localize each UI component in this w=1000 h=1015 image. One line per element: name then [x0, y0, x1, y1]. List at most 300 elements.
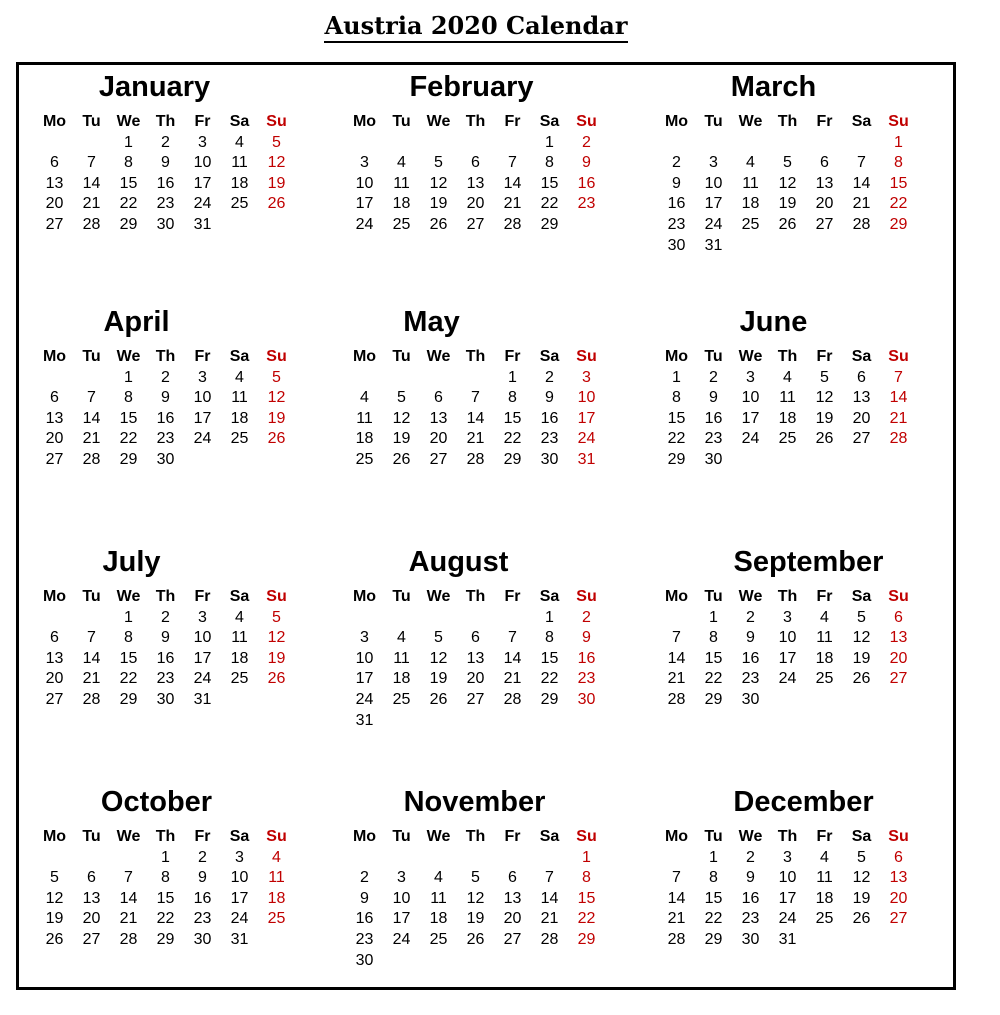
day-cell: 27	[429, 450, 448, 468]
day-cell: 10	[778, 629, 797, 647]
weekday-header: Sa	[539, 828, 560, 845]
day-cell: 4	[235, 608, 244, 626]
day-cell: 8	[124, 154, 133, 172]
month-august	[346, 545, 616, 775]
empty-cell	[457, 848, 494, 869]
day-cell: 26	[267, 195, 286, 213]
day-cell: 6	[894, 848, 903, 866]
day-cell: 25	[392, 690, 411, 708]
day-cell: 24	[704, 215, 723, 233]
weekday-header: We	[426, 828, 451, 845]
day-cell: 7	[545, 869, 554, 887]
day-cell: 29	[119, 215, 138, 233]
day-cell: 25	[230, 195, 249, 213]
day-cell: 16	[577, 649, 596, 667]
month-april	[36, 305, 306, 535]
day-cell: 17	[778, 889, 797, 907]
weekday-header: We	[738, 828, 763, 845]
day-cell: 16	[667, 195, 686, 213]
month-grid	[346, 347, 605, 471]
weekday-header: Sa	[539, 348, 560, 365]
day-cell: 1	[545, 608, 554, 626]
day-cell: 25	[815, 910, 834, 928]
day-cell: 9	[746, 629, 755, 647]
weekday-header: We	[426, 588, 451, 605]
month-name: February	[409, 71, 534, 103]
month-name: September	[733, 546, 884, 578]
day-cell: 8	[894, 154, 903, 172]
day-cell: 11	[430, 889, 447, 907]
weekday-header: Sa	[229, 348, 250, 365]
day-cell: 19	[45, 910, 64, 928]
day-cell: 15	[540, 174, 559, 192]
day-cell: 16	[704, 409, 723, 427]
weekday-header: Fr	[816, 588, 833, 605]
day-cell: 8	[709, 629, 718, 647]
day-cell: 1	[545, 133, 554, 151]
day-cell: 8	[545, 629, 554, 647]
day-cell: 8	[672, 389, 681, 407]
day-cell: 10	[193, 629, 212, 647]
day-cell: 18	[355, 430, 374, 448]
day-cell: 15	[704, 889, 723, 907]
day-cell: 23	[156, 670, 175, 688]
day-cell: 10	[778, 869, 797, 887]
day-cell: 12	[429, 649, 448, 667]
day-cell: 2	[582, 608, 591, 626]
day-cell: 22	[704, 670, 723, 688]
page-title	[0, 10, 952, 42]
day-cell: 23	[704, 430, 723, 448]
day-cell: 25	[392, 215, 411, 233]
day-cell: 24	[778, 670, 797, 688]
day-cell: 12	[392, 409, 411, 427]
day-cell: 14	[82, 174, 101, 192]
day-cell: 12	[778, 174, 797, 192]
weekday-header: Th	[465, 828, 486, 845]
day-cell: 10	[704, 174, 723, 192]
empty-cell	[73, 848, 110, 869]
day-cell: 18	[778, 409, 797, 427]
day-cell: 19	[267, 409, 286, 427]
weekday-header: Fr	[504, 828, 521, 845]
day-cell: 26	[45, 930, 64, 948]
day-cell: 2	[360, 869, 369, 887]
day-cell: 23	[667, 215, 686, 233]
day-cell: 18	[392, 195, 411, 213]
day-cell: 2	[161, 133, 170, 151]
empty-cell	[658, 133, 695, 154]
day-cell: 16	[156, 649, 175, 667]
weekday-header: Th	[155, 828, 176, 845]
empty-cell	[36, 368, 73, 389]
day-cell: 22	[540, 670, 559, 688]
day-cell: 20	[82, 910, 101, 928]
empty-cell	[457, 133, 494, 154]
weekday-header: Mo	[42, 348, 67, 365]
day-cell: 26	[852, 670, 871, 688]
empty-cell	[110, 848, 147, 869]
day-cell: 7	[672, 869, 681, 887]
weekday-header: Tu	[704, 588, 723, 605]
day-cell: 17	[577, 409, 596, 427]
empty-cell	[494, 608, 531, 629]
day-cell: 9	[545, 389, 554, 407]
day-cell: 3	[746, 368, 755, 386]
month-march	[658, 70, 928, 300]
weekday-header: Sa	[851, 348, 872, 365]
day-cell: 17	[704, 195, 723, 213]
empty-cell	[420, 848, 457, 869]
day-cell: 27	[45, 215, 64, 233]
day-cell: 28	[503, 690, 522, 708]
month-name: July	[102, 546, 161, 578]
weekday-header: We	[426, 348, 451, 365]
day-cell: 1	[894, 133, 903, 151]
day-cell: 26	[815, 430, 834, 448]
day-cell: 3	[235, 848, 244, 866]
day-cell: 17	[193, 174, 212, 192]
weekday-header: Su	[266, 113, 287, 130]
day-cell: 3	[783, 608, 792, 626]
day-cell: 20	[466, 195, 485, 213]
day-cell: 19	[429, 670, 448, 688]
day-cell: 12	[267, 154, 286, 172]
day-cell: 4	[820, 848, 829, 866]
weekday-header: We	[116, 588, 141, 605]
month-october	[36, 785, 306, 1015]
day-cell: 1	[508, 368, 517, 386]
day-cell: 11	[356, 409, 373, 427]
day-cell: 29	[577, 930, 596, 948]
day-cell: 23	[540, 430, 559, 448]
day-cell: 18	[267, 889, 286, 907]
day-cell: 2	[545, 368, 554, 386]
day-cell: 25	[778, 430, 797, 448]
day-cell: 5	[397, 389, 406, 407]
day-cell: 30	[577, 690, 596, 708]
day-cell: 20	[45, 670, 64, 688]
day-cell: 15	[503, 409, 522, 427]
day-cell: 4	[397, 154, 406, 172]
weekday-header: Sa	[851, 113, 872, 130]
month-grid	[658, 112, 917, 256]
day-cell: 13	[429, 409, 448, 427]
day-cell: 21	[667, 910, 686, 928]
day-cell: 12	[267, 629, 286, 647]
day-cell: 2	[672, 154, 681, 172]
weekday-header: Su	[266, 348, 287, 365]
day-cell: 15	[889, 174, 908, 192]
day-cell: 23	[577, 670, 596, 688]
empty-cell	[36, 608, 73, 629]
empty-cell	[420, 608, 457, 629]
day-cell: 14	[667, 889, 686, 907]
day-cell: 23	[193, 910, 212, 928]
day-cell: 4	[235, 133, 244, 151]
weekday-header: Su	[888, 348, 909, 365]
day-cell: 28	[667, 930, 686, 948]
day-cell: 29	[704, 930, 723, 948]
month-june	[658, 305, 928, 535]
day-cell: 18	[815, 889, 834, 907]
day-cell: 26	[778, 215, 797, 233]
empty-cell	[732, 133, 769, 154]
day-cell: 6	[471, 629, 480, 647]
weekday-header: Tu	[392, 828, 411, 845]
weekday-header: Fr	[194, 828, 211, 845]
day-cell: 20	[889, 649, 908, 667]
weekday-header: We	[426, 113, 451, 130]
day-cell: 5	[272, 368, 281, 386]
month-name: August	[408, 546, 509, 578]
day-cell: 30	[704, 450, 723, 468]
day-cell: 8	[582, 869, 591, 887]
day-cell: 22	[889, 195, 908, 213]
day-cell: 26	[392, 450, 411, 468]
month-may	[346, 305, 616, 535]
day-cell: 23	[355, 930, 374, 948]
empty-cell	[531, 848, 568, 869]
day-cell: 4	[272, 848, 281, 866]
empty-cell	[658, 608, 695, 629]
day-cell: 6	[50, 154, 59, 172]
day-cell: 30	[355, 951, 374, 969]
day-cell: 11	[268, 869, 285, 887]
day-cell: 14	[540, 889, 559, 907]
day-cell: 25	[355, 450, 374, 468]
day-cell: 29	[503, 450, 522, 468]
empty-cell	[73, 133, 110, 154]
day-cell: 18	[741, 195, 760, 213]
day-cell: 2	[161, 608, 170, 626]
day-cell: 5	[783, 154, 792, 172]
day-cell: 1	[124, 133, 133, 151]
day-cell: 11	[231, 389, 248, 407]
month-grid	[658, 587, 917, 711]
day-cell: 15	[704, 649, 723, 667]
weekday-header: Th	[777, 348, 798, 365]
day-cell: 6	[87, 869, 96, 887]
day-cell: 24	[392, 930, 411, 948]
weekday-header: Th	[777, 113, 798, 130]
weekday-header: Mo	[664, 348, 689, 365]
day-cell: 25	[267, 910, 286, 928]
weekday-header: We	[116, 348, 141, 365]
day-cell: 14	[119, 889, 138, 907]
day-cell: 14	[503, 174, 522, 192]
weekday-header: Tu	[704, 113, 723, 130]
empty-cell	[346, 608, 383, 629]
day-cell: 27	[889, 910, 908, 928]
day-cell: 6	[50, 629, 59, 647]
weekday-header: Tu	[392, 113, 411, 130]
day-cell: 27	[466, 215, 485, 233]
day-cell: 24	[741, 430, 760, 448]
day-cell: 27	[45, 690, 64, 708]
empty-cell	[658, 848, 695, 869]
day-cell: 6	[894, 608, 903, 626]
day-cell: 12	[815, 389, 834, 407]
empty-cell	[420, 133, 457, 154]
day-cell: 9	[198, 869, 207, 887]
day-cell: 31	[704, 236, 723, 254]
empty-cell	[457, 608, 494, 629]
day-cell: 3	[198, 133, 207, 151]
day-cell: 17	[355, 195, 374, 213]
weekday-header: We	[738, 588, 763, 605]
day-cell: 5	[471, 869, 480, 887]
empty-cell	[494, 848, 531, 869]
day-cell: 7	[508, 154, 517, 172]
day-cell: 28	[82, 215, 101, 233]
day-cell: 2	[709, 368, 718, 386]
weekday-header: Su	[576, 828, 597, 845]
weekday-header: Su	[266, 588, 287, 605]
day-cell: 3	[783, 848, 792, 866]
weekday-header: Tu	[82, 828, 101, 845]
day-cell: 20	[45, 195, 64, 213]
empty-cell	[383, 848, 420, 869]
day-cell: 14	[889, 389, 908, 407]
day-cell: 19	[267, 174, 286, 192]
weekday-header: Su	[888, 588, 909, 605]
day-cell: 22	[704, 910, 723, 928]
day-cell: 22	[156, 910, 175, 928]
day-cell: 4	[434, 869, 443, 887]
day-cell: 8	[124, 389, 133, 407]
day-cell: 9	[161, 389, 170, 407]
day-cell: 18	[230, 649, 249, 667]
day-cell: 27	[466, 690, 485, 708]
day-cell: 26	[429, 690, 448, 708]
page-title-text: Austria 2020 Calendar	[324, 11, 629, 43]
day-cell: 22	[119, 195, 138, 213]
day-cell: 29	[889, 215, 908, 233]
day-cell: 22	[667, 430, 686, 448]
weekday-header: Su	[888, 828, 909, 845]
empty-cell	[36, 848, 73, 869]
day-cell: 12	[852, 629, 871, 647]
day-cell: 26	[466, 930, 485, 948]
day-cell: 16	[355, 910, 374, 928]
weekday-header: Su	[576, 113, 597, 130]
day-cell: 13	[466, 174, 485, 192]
day-cell: 15	[667, 409, 686, 427]
day-cell: 24	[230, 910, 249, 928]
weekday-header: Fr	[816, 348, 833, 365]
empty-cell	[346, 133, 383, 154]
day-cell: 4	[820, 608, 829, 626]
day-cell: 12	[45, 889, 64, 907]
day-cell: 8	[124, 629, 133, 647]
day-cell: 10	[230, 869, 249, 887]
month-name: October	[100, 786, 213, 818]
day-cell: 11	[393, 649, 410, 667]
day-cell: 31	[778, 930, 797, 948]
day-cell: 9	[746, 869, 755, 887]
day-cell: 25	[230, 670, 249, 688]
day-cell: 6	[434, 389, 443, 407]
day-cell: 9	[161, 629, 170, 647]
day-cell: 22	[119, 670, 138, 688]
day-cell: 10	[193, 389, 212, 407]
day-cell: 16	[193, 889, 212, 907]
weekday-header: Th	[465, 588, 486, 605]
weekday-header: Mo	[42, 113, 67, 130]
day-cell: 3	[198, 368, 207, 386]
day-cell: 15	[540, 649, 559, 667]
day-cell: 19	[852, 889, 871, 907]
day-cell: 23	[741, 670, 760, 688]
day-cell: 30	[741, 930, 760, 948]
day-cell: 12	[466, 889, 485, 907]
day-cell: 24	[355, 690, 374, 708]
weekday-header: Tu	[392, 588, 411, 605]
weekday-header: Mo	[664, 588, 689, 605]
weekday-header: Su	[576, 588, 597, 605]
empty-cell	[73, 368, 110, 389]
day-cell: 5	[857, 608, 866, 626]
day-cell: 7	[87, 154, 96, 172]
day-cell: 19	[815, 409, 834, 427]
day-cell: 17	[193, 409, 212, 427]
weekday-header: We	[116, 828, 141, 845]
day-cell: 8	[545, 154, 554, 172]
day-cell: 15	[119, 174, 138, 192]
day-cell: 22	[119, 430, 138, 448]
day-cell: 27	[82, 930, 101, 948]
day-cell: 28	[503, 215, 522, 233]
day-cell: 21	[503, 195, 522, 213]
day-cell: 7	[471, 389, 480, 407]
day-cell: 11	[231, 629, 248, 647]
day-cell: 7	[857, 154, 866, 172]
day-cell: 23	[741, 910, 760, 928]
empty-cell	[383, 133, 420, 154]
day-cell: 3	[709, 154, 718, 172]
month-grid	[658, 347, 917, 471]
day-cell: 6	[820, 154, 829, 172]
weekday-header: Tu	[392, 348, 411, 365]
day-cell: 4	[397, 629, 406, 647]
weekday-header: We	[738, 113, 763, 130]
day-cell: 15	[156, 889, 175, 907]
day-cell: 13	[889, 869, 908, 887]
weekday-header: Su	[266, 828, 287, 845]
day-cell: 13	[503, 889, 522, 907]
day-cell: 5	[820, 368, 829, 386]
month-grid	[36, 587, 295, 711]
day-cell: 16	[741, 889, 760, 907]
day-cell: 21	[82, 430, 101, 448]
day-cell: 5	[50, 869, 59, 887]
day-cell: 13	[852, 389, 871, 407]
empty-cell	[806, 133, 843, 154]
day-cell: 2	[161, 368, 170, 386]
day-cell: 4	[746, 154, 755, 172]
weekday-header: Fr	[504, 588, 521, 605]
day-cell: 15	[119, 409, 138, 427]
day-cell: 26	[267, 670, 286, 688]
month-name: April	[103, 306, 170, 338]
day-cell: 24	[193, 670, 212, 688]
day-cell: 21	[889, 409, 908, 427]
day-cell: 25	[429, 930, 448, 948]
weekday-header: Th	[465, 348, 486, 365]
day-cell: 17	[778, 649, 797, 667]
month-name: November	[403, 786, 546, 818]
